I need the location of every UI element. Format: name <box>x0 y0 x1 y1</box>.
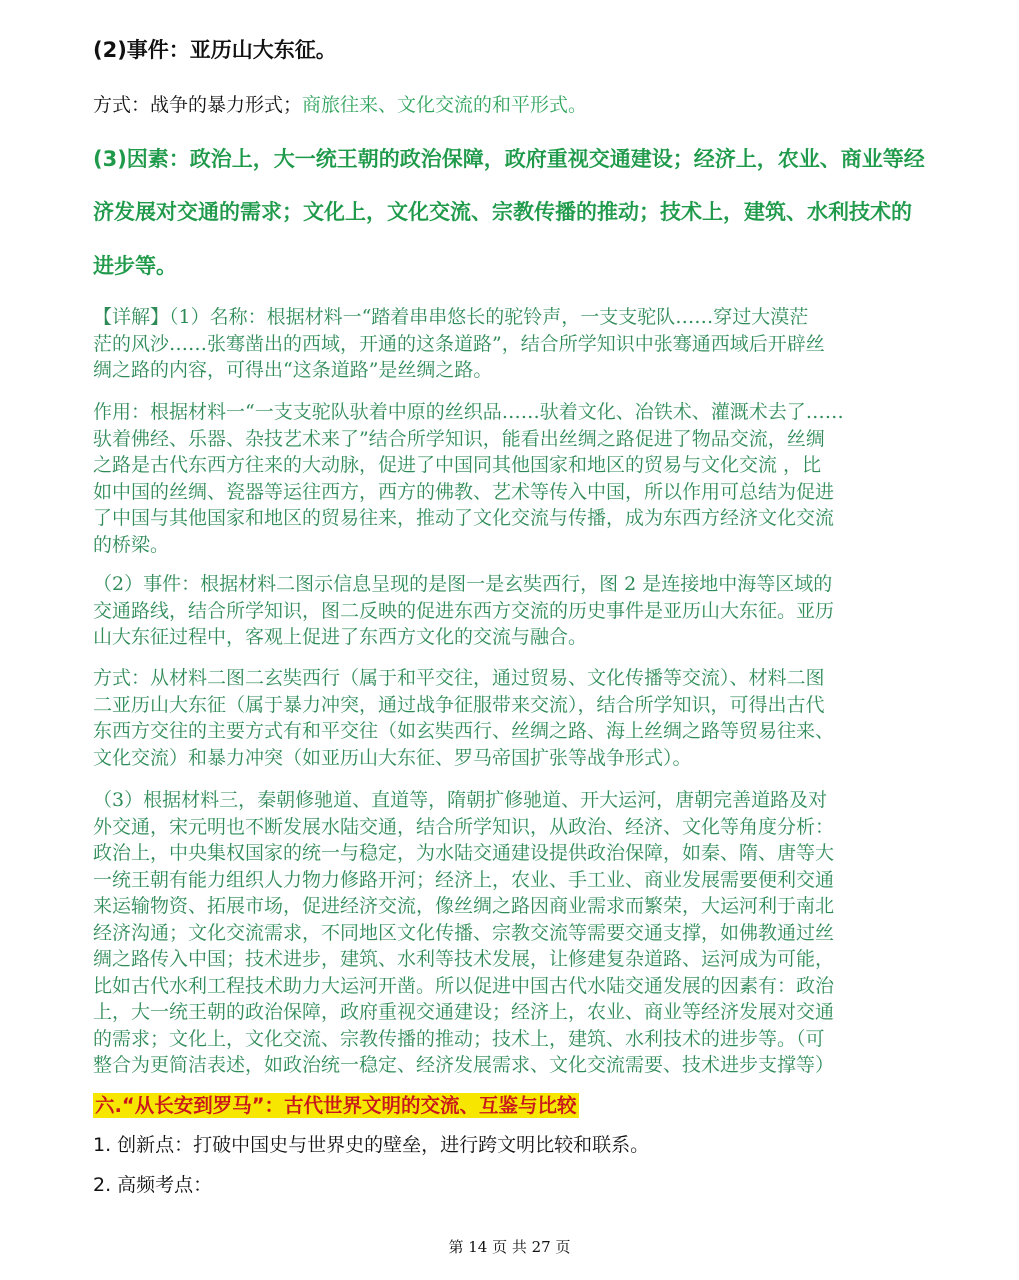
detail-effect-paragraph-line: 作用：根据材料一“一支支驼队驮着中原的丝织品……驮着文化、冶铁术、灌溉术去了…… <box>93 401 844 423</box>
detail-factors-paragraph-line: 经济沟通；文化交流需求，不同地区文化传播、宗教交流等需要交通支撑，如佛教通过丝 <box>93 921 835 944</box>
detail-factors-paragraph-line: 一统王朝有能力组织人力物力修路开河；经济上，农业、手工业、商业发展需要便利交通 <box>93 868 835 891</box>
detail-factors-paragraph-line: （3）根据材料三，秦朝修驰道、直道等，隋朝扩修驰道、开大运河，唐朝完善道路及对 <box>93 789 828 811</box>
detail-effect-paragraph-line: 了中国与其他国家和地区的贸易往来，推动了文化交流与传播，成为东西方经济文化交流 <box>93 507 835 529</box>
section-6-heading <box>93 1090 579 1118</box>
detail-mode-paragraph-line: 二亚历山大东征（属于暴力冲突，通过战争征服带来交流），结合所学知识，可得出古代 <box>93 693 825 716</box>
detail-mode-paragraph-line: 文化交流）和暴力冲突（如亚历山大东征、罗马帝国扩张等战争形式）。 <box>93 746 692 769</box>
detail-event-paragraph-line: （2）事件：根据材料二图示信息呈现的是图一是玄奘西行，图 2 是连接地中海等区域的 <box>93 573 833 595</box>
detail-factors-paragraph-line: 来运输物资、拓展市场，促进经济交流，像丝绸之路因商业需求而繁荣，大运河利于南北 <box>93 895 835 917</box>
q3-answer-line-2: 济发展对交通的需求；文化上，文化交流、宗教传播的推动；技术上，建筑、水利技术的 <box>93 200 912 224</box>
detail-factors-paragraph-line: 的需求；文化上，文化交流、宗教传播的推动；技术上，建筑、水利技术的进步等。（可 <box>93 1027 825 1050</box>
q2-mode-peace: 商旅往来、文化交流的和平形式。 <box>302 94 588 116</box>
q2-mode-answer <box>93 90 587 117</box>
detail-factors-paragraph-line: 比如古代水利工程技术助力大运河开凿。所以促进中国古代水陆交通发展的因素有：政治 <box>93 974 835 997</box>
innovation-point: 1. 创新点：打破中国史与世界史的壁垒，进行跨文明比较和联系。 <box>93 1134 650 1156</box>
detail-mode-paragraph-line: 东西方交往的主要方式有和平交往（如玄奘西行、丝绸之路、海上丝绸之路等贸易往来、 <box>93 720 835 742</box>
detail-event-paragraph-line: 交通路线，结合所学知识，图二反映的促进东西方交流的历史事件是亚历山大东征。亚历 <box>93 599 835 622</box>
detail-factors-paragraph-line: 上，大一统王朝的政治保障，政府重视交通建设；经济上，农业、商业等经济发展对交通 <box>93 1001 835 1023</box>
detail-name-paragraph-line: 【详解】（1）名称：根据材料一“踏着串串悠长的驼铃声，一支支驼队……穿过大漠茫 <box>93 306 809 328</box>
detail-name-paragraph-line: 绸之路的内容，可得出“这条道路”是丝绸之路。 <box>93 359 493 381</box>
detail-effect-paragraph-line: 之路是古代东西方往来的大动脉，促进了中国同其他国家和地区的贸易与文化交流 ，比 <box>93 454 822 476</box>
detail-name-paragraph-line: 茫的风沙……张骞凿出的西域，开通的这条道路”，结合所学知识中张骞通西域后开辟丝 <box>93 332 825 355</box>
detail-effect-paragraph-line: 驮着佛经、乐器、杂技艺术来了”结合所学知识，能看出丝绸之路促进了物品交流，丝绸 <box>93 427 825 450</box>
detail-mode-paragraph-line: 方式：从材料二图二玄奘西行（属于和平交往，通过贸易、文化传播等交流）、材料二图 <box>93 667 825 689</box>
detail-factors-paragraph-line: 整合为更简洁表述，如政治统一稳定、经济发展需求、文化交流需要、技术进步支撑等） <box>93 1054 835 1076</box>
q3-answer-line-1: (3)因素：政治上，大一统王朝的政治保障，政府重视交通建设；经济上，农业、商业等经 <box>93 147 925 171</box>
detail-effect-paragraph-line: 的桥梁。 <box>93 533 170 556</box>
detail-factors-paragraph-line: 政治上，中央集权国家的统一与稳定，为水陆交通建设提供政治保障，如秦、隋、唐等大 <box>93 842 835 864</box>
section-6-heading-text: 六.“从长安到罗马”：古代世界文明的交流、互鉴与比较 <box>95 1094 577 1117</box>
detail-event-paragraph-line: 山大东征过程中，客观上促进了东西方文化的交流与融合。 <box>93 626 588 648</box>
detail-factors-paragraph-line: 绸之路传入中国；技术进步，建筑、水利等技术发展，让修建复杂道路、运河成为可能， <box>93 948 835 970</box>
page-number: 第 14 页 共 27 页 <box>448 1238 571 1256</box>
q2-mode-label: 方式：战争的暴力形式； <box>93 94 303 116</box>
q3-answer-line-3: 进步等。 <box>93 254 177 278</box>
q2-event-answer: (2)事件：亚历山大东征。 <box>93 38 337 62</box>
detail-effect-paragraph-line: 如中国的丝绸、瓷器等运往西方，西方的佛教、艺术等传入中国，所以作用可总结为促进 <box>93 480 835 503</box>
high-frequency-points: 2. 高频考点： <box>93 1174 213 1196</box>
detail-factors-paragraph-line: 外交通，宋元明也不断发展水陆交通，结合所学知识，从政治、经济、文化等角度分析： <box>93 815 835 838</box>
